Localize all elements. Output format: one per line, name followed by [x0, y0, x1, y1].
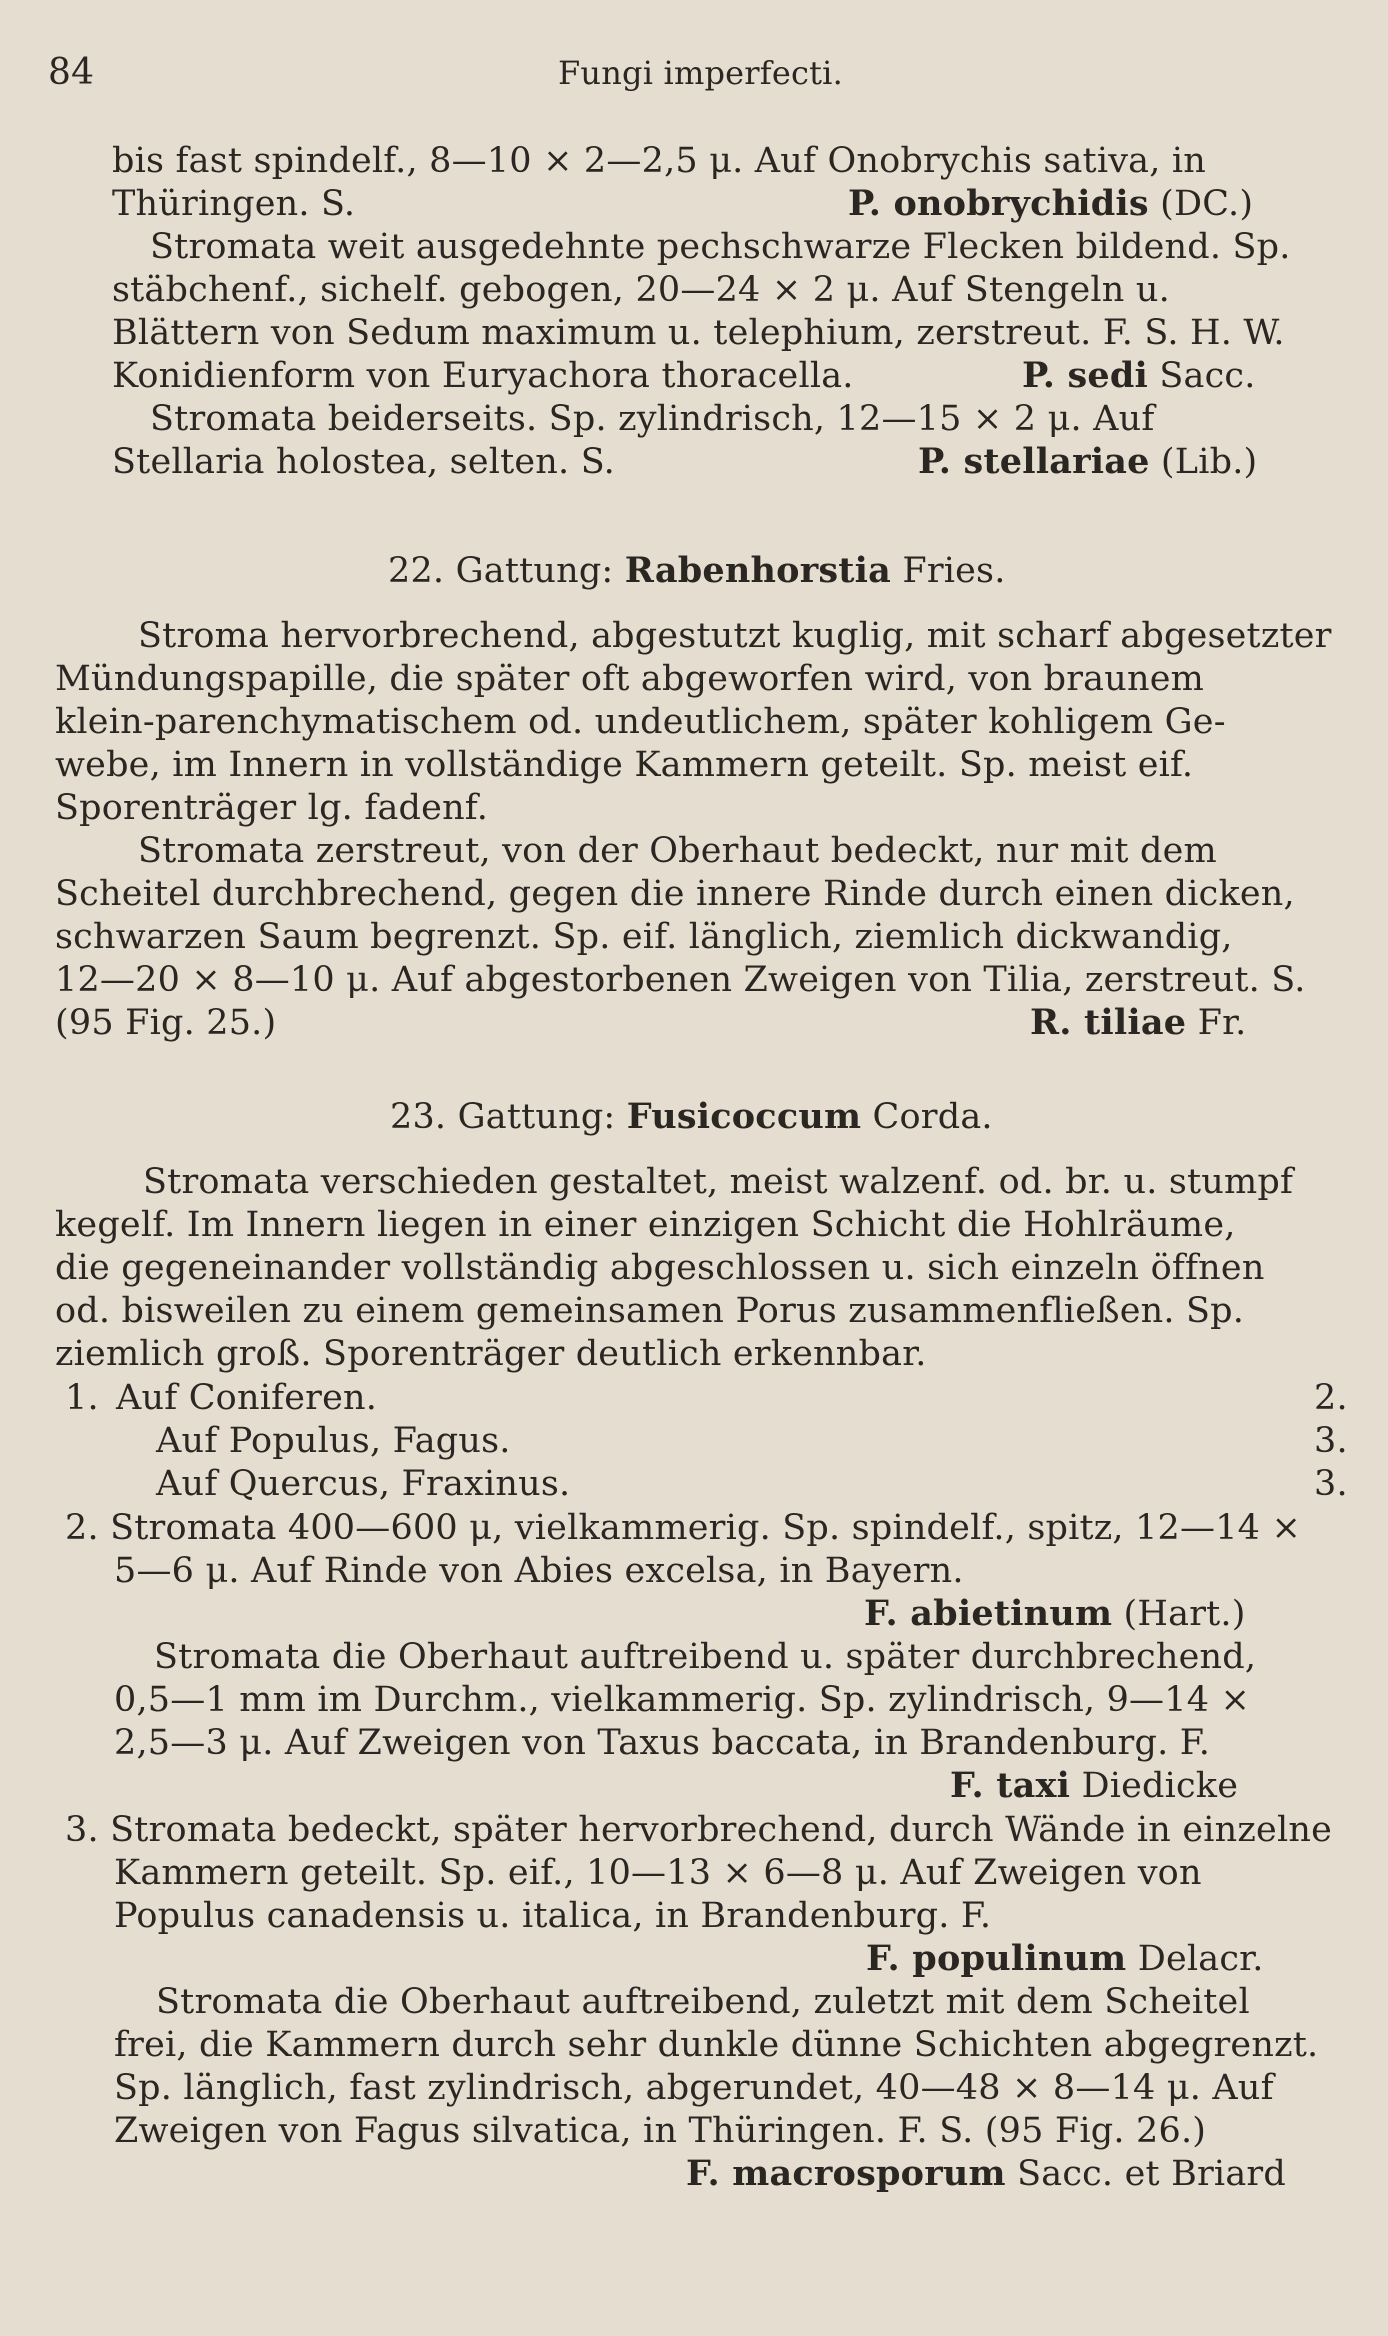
text-line: 0,5—1 mm im Durchm., vielkammerig. Sp. zylindrisch, 9—14 ×	[114, 1680, 1251, 1720]
text-line: Sp. länglich, fast zylindrisch, abgerundet, 40—48 × 8—14 μ. Auf	[114, 2068, 1274, 2108]
text-line: Stroma hervorbrechend, abgestutzt kuglig, mit scharf abgesetzter	[138, 616, 1332, 656]
text-line: Stromata zerstreut, von der Oberhaut bedeckt, nur mit dem	[138, 831, 1217, 871]
species-name: F. taxi	[950, 1765, 1071, 1806]
species-authority: (Hart.)	[1123, 1594, 1246, 1634]
genus-name: Rabenhorstia	[624, 550, 891, 591]
species-entry	[848, 183, 1253, 225]
species-name: F. abietinum	[864, 1593, 1113, 1634]
heading-prefix: 22. Gattung:	[388, 551, 614, 591]
species-name: R. tiliae	[1030, 1002, 1187, 1043]
text-line: kegelf. Im Innern liegen in einer einzigen Schicht die Hohlräume,	[55, 1205, 1236, 1245]
species-entry	[950, 1765, 1238, 1807]
species-authority: Sacc.	[1159, 356, 1256, 396]
key-text: Auf Quercus, Fraxinus.	[156, 1464, 571, 1504]
text-line: 3. Stromata bedeckt, später hervorbrechend, durch Wände in einzelne	[65, 1810, 1333, 1850]
text-line: Stromata die Oberhaut auftreibend u. später durchbrechend,	[154, 1637, 1257, 1677]
text-line: Konidienform von Euryachora thoracella.	[112, 356, 854, 396]
species-name: F. macrosporum	[686, 2153, 1006, 2194]
key-ref: 3.	[1314, 1421, 1348, 1461]
species-entry	[864, 1593, 1246, 1635]
text-line: Stromata die Oberhaut auftreibend, zuletzt mit dem Scheitel	[156, 1982, 1250, 2022]
text-line: Stromata weit ausgedehnte pechschwarze Flecken bildend. Sp.	[150, 227, 1291, 267]
page-number: 84	[48, 52, 95, 93]
genus-name: Fusicoccum	[626, 1096, 862, 1137]
species-authority: Fr.	[1197, 1003, 1247, 1043]
text-line: die gegeneinander vollständig abgeschlossen u. sich einzeln öffnen	[55, 1248, 1265, 1288]
key-number: 1.	[65, 1378, 99, 1418]
genus-heading	[388, 550, 1006, 592]
species-name: P. stellariae	[918, 441, 1150, 482]
text-line: schwarzen Saum begrenzt. Sp. eif. länglich, ziemlich dickwandig,	[55, 917, 1233, 957]
species-entry	[1022, 355, 1256, 397]
text-line: Stromata verschieden gestaltet, meist walzenf. od. br. u. stumpf	[143, 1162, 1294, 1202]
species-entry	[1030, 1002, 1247, 1044]
text-line: klein-parenchymatischem od. undeutlichem, später kohligem Ge-	[55, 702, 1226, 742]
heading-prefix: 23. Gattung:	[390, 1097, 616, 1137]
running-title: Fungi imperfecti.	[558, 54, 843, 92]
text-line: Kammern geteilt. Sp. eif., 10—13 × 6—8 μ. Auf Zweigen von	[114, 1853, 1202, 1893]
text-line: 5—6 μ. Auf Rinde von Abies excelsa, in Bayern.	[114, 1551, 964, 1591]
text-line: 2. Stromata 400—600 μ, vielkammerig. Sp. spindelf., spitz, 12—14 ×	[65, 1508, 1301, 1548]
species-entry	[686, 2153, 1286, 2195]
text-line: 2,5—3 μ. Auf Zweigen von Taxus baccata, in Brandenburg. F.	[114, 1723, 1211, 1763]
genus-authority: Corda.	[872, 1097, 993, 1137]
species-name: F. populinum	[866, 1938, 1127, 1979]
text-line: ziemlich groß. Sporenträger deutlich erkennbar.	[55, 1334, 927, 1374]
text-line: Zweigen von Fagus silvatica, in Thüringen. F. S. (95 Fig. 26.)	[114, 2111, 1207, 2151]
text-line: stäbchenf., sichelf. gebogen, 20—24 × 2 μ. Auf Stengeln u.	[112, 270, 1170, 310]
species-authority: Delacr.	[1137, 1939, 1264, 1979]
text-line: Stellaria holostea, selten. S.	[112, 442, 615, 482]
species-authority: (DC.)	[1160, 184, 1254, 224]
genus-authority: Fries.	[902, 551, 1006, 591]
text-line: Blättern von Sedum maximum u. telephium, zerstreut. F. S. H. W.	[112, 313, 1285, 353]
species-name: P. onobrychidis	[848, 183, 1149, 224]
text-line: Thüringen. S.	[112, 184, 356, 224]
text-line: 12—20 × 8—10 μ. Auf abgestorbenen Zweigen von Tilia, zerstreut. S.	[55, 960, 1306, 1000]
key-text: Auf Populus, Fagus.	[156, 1421, 511, 1461]
species-authority: Sacc. et Briard	[1017, 2154, 1286, 2194]
text-line: frei, die Kammern durch sehr dunkle dünne Schichten abgegrenzt.	[114, 2025, 1319, 2065]
species-entry	[918, 441, 1257, 483]
text-line: webe, im Innern in vollständige Kammern geteilt. Sp. meist eif.	[55, 745, 1194, 785]
text-line: (95 Fig. 25.)	[55, 1003, 277, 1043]
genus-heading	[390, 1096, 993, 1138]
text-line: Scheitel durchbrechend, gegen die innere Rinde durch einen dicken,	[55, 874, 1295, 914]
key-ref: 3.	[1314, 1464, 1348, 1504]
text-line: Populus canadensis u. italica, in Brandenburg. F.	[114, 1896, 992, 1936]
species-authority: (Lib.)	[1160, 442, 1258, 482]
species-entry	[866, 1938, 1264, 1980]
text-line: bis fast spindelf., 8—10 × 2—2,5 μ. Auf Onobrychis sativa, in	[112, 141, 1207, 181]
species-name: P. sedi	[1022, 355, 1149, 396]
text-line: Sporenträger lg. fadenf.	[55, 788, 489, 828]
key-ref: 2.	[1314, 1378, 1348, 1418]
text-line: od. bisweilen zu einem gemeinsamen Porus zusammenfließen. Sp.	[55, 1291, 1245, 1331]
key-text: Auf Coniferen.	[116, 1378, 378, 1418]
species-authority: Diedicke	[1081, 1766, 1239, 1806]
text-line: Stromata beiderseits. Sp. zylindrisch, 12—15 × 2 μ. Auf	[150, 399, 1155, 439]
text-line: Mündungspapille, die später oft abgeworfen wird, von braunem	[55, 659, 1205, 699]
